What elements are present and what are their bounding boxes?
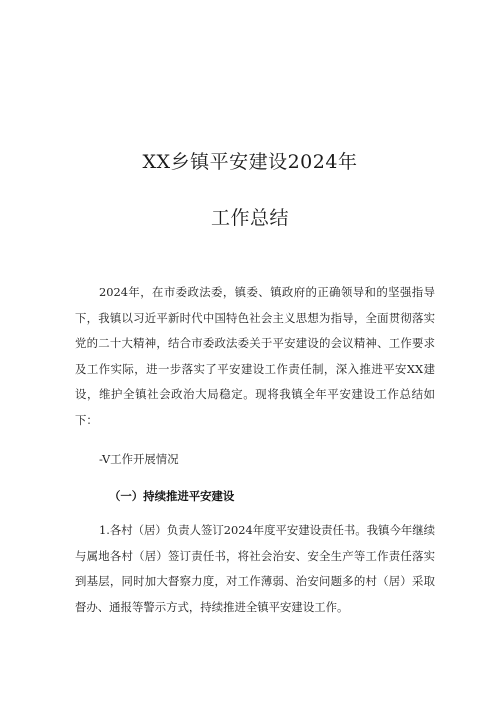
item-paragraph	[75, 518, 435, 620]
document-title-line1: XX乡镇平安建设2024年	[142, 151, 358, 173]
document-title-line2: 工作总结	[210, 207, 289, 229]
subsection-heading: （一）持续推进平安建设	[109, 489, 235, 503]
intro-paragraph-text: 2024年，在市委政法委，镇委、镇政府的正确领导和的坚强指导下，我镇以习近平新时代中国特色社会主义思想为指导，全面贯彻落实党的二十大精神，结合市委政法委关于平安建设的会议精神、工作要求及工作实际，进一步落实了平安建设工作责任制，深入推进平安XX建设，维护全镇社会政治大局稳定。现将我镇全年平安建设工作总结如下：	[75, 285, 435, 427]
section-heading: -V工作开展情况	[99, 452, 179, 466]
item-paragraph-text: 1.各村（居）负责人签订2024年度平安建设责任书。我镇今年继续与属地各村（居）签订责任书，将社会治安、安全生产等工作责任落实到基层，同时加大督察力度，对工作薄弱、治安问题多的村（居）采取督办、通报等警示方式，持续推进全镇平安建设工作。	[75, 523, 436, 614]
intro-paragraph	[75, 280, 435, 433]
